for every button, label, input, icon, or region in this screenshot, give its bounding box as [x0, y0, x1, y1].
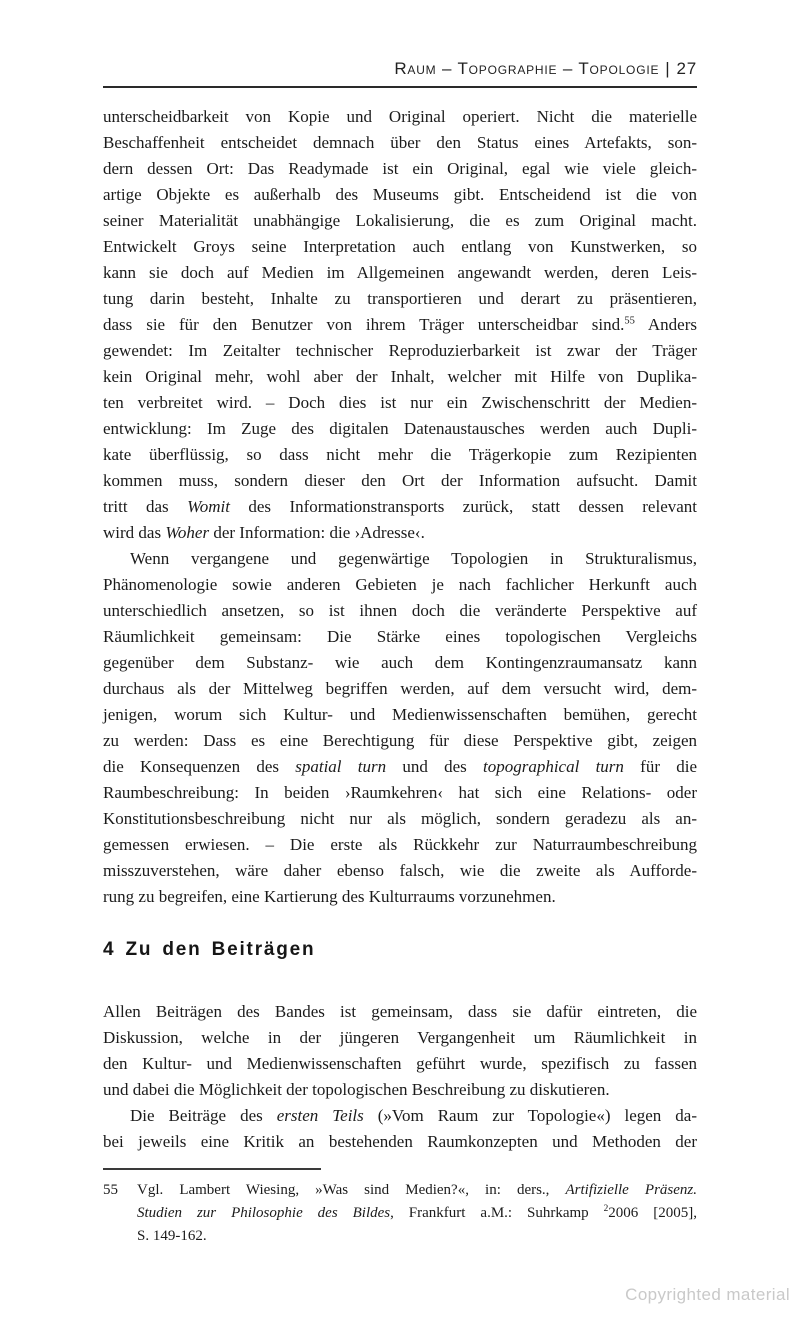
header-separator: |: [665, 59, 671, 78]
text-line: Vgl. Lambert Wiesing, »Was sind Medien?«, in: ders., Artifizielle Präsenz.: [137, 1182, 697, 1198]
text-line: kate überflüssig, so dass nicht mehr die Trägerkopie zum Rezipienten: [103, 445, 697, 464]
text-line: Wenn vergangene und gegenwärtige Topologien in Strukturalismus,: [130, 549, 697, 568]
footnote-text: [137, 1179, 697, 1248]
paragraph-3: [103, 999, 697, 1103]
text-line: kein Original mehr, wohl aber der Inhalt, welcher mit Hilfe von Duplika-: [103, 367, 697, 386]
text-line: bei jeweils eine Kritik an bestehenden Raumkonzepten und Methoden der: [103, 1132, 697, 1151]
paragraph-4: [103, 1103, 697, 1155]
text-line: ten verbreitet wird. – Doch dies ist nur ein Zwischenschritt der Medien-: [103, 393, 697, 412]
text-line: zu werden: Dass es eine Berechtigung für diese Perspektive gibt, zeigen: [103, 731, 697, 750]
text-line: Räumlichkeit gemeinsam: Die Stärke eines topologischen Vergleichs: [103, 627, 697, 646]
text-line: tritt das Womit des Informationstransports zurück, statt dessen relevant: [103, 497, 698, 516]
copyright-watermark: Copyrighted material: [625, 1285, 790, 1304]
page-number: 27: [676, 59, 697, 78]
text-line: gegenüber dem Substanz- wie auch dem Kontingenzraumansatz kann: [103, 653, 697, 672]
text-line: Die Beiträge des ersten Teils (»Vom Raum zur Topologie«) legen da-: [130, 1106, 697, 1125]
running-header-title: Raum – Topographie – Topologie: [394, 59, 660, 78]
text-line: den Kultur- und Medienwissenschaften geführt wurde, spezifisch zu fassen: [103, 1054, 697, 1073]
text-line: Allen Beiträgen des Bandes ist gemeinsam, dass sie dafür eintreten, die: [103, 1002, 697, 1021]
text-line: rung zu begreifen, eine Kartierung des Kulturraums vorzunehmen.: [103, 887, 556, 906]
text-line: Raumbeschreibung: In beiden ›Raumkehren‹ hat sich eine Relations- oder: [103, 783, 697, 802]
footnote-area: [103, 1168, 697, 1248]
paragraph-1: [103, 104, 697, 546]
text-line: kommen muss, sondern dieser den Ort der Information aufsucht. Damit: [103, 471, 697, 490]
paragraph-2: [103, 546, 697, 910]
text-line: dern dessen Ort: Das Readymade ist ein Original, egal wie viele gleich-: [103, 159, 697, 178]
main-text-upper: [103, 104, 697, 910]
text-line: die Konsequenzen des spatial turn und des topographical turn für die: [103, 757, 697, 776]
text-line: misszuverstehen, wäre daher ebenso falsch, wie die zweite als Aufforde-: [103, 861, 697, 880]
text-line: gemessen erwiesen. – Die erste als Rückkehr zur Naturraumbeschreibung: [103, 835, 697, 854]
text-line: Diskussion, welche in der jüngeren Vergangenheit um Räumlichkeit in: [103, 1028, 697, 1047]
text-line: jenigen, worum sich Kultur- und Medienwissenschaften bemühen, gerecht: [103, 705, 697, 724]
text-line: Beschaffenheit entscheidet demnach über den Status eines Artefakts, son-: [103, 133, 697, 152]
text-line: dass sie für den Benutzer von ihrem Träger unterscheidbar sind.$^{55}$ Anders: [103, 315, 697, 334]
running-header: [103, 59, 697, 88]
text-line: wird das Woher der Information: die ›Adresse‹.: [103, 523, 425, 542]
main-text-lower: [103, 999, 697, 1155]
footnote: [103, 1179, 697, 1248]
footnote-number: 55: [103, 1182, 118, 1198]
footnote-separator-rule: [103, 1168, 321, 1170]
text-line: Konstitutionsbeschreibung nicht nur als möglich, sondern geradezu als an-: [103, 809, 697, 828]
text-line: und dabei die Möglichkeit der topologischen Beschreibung zu diskutieren.: [103, 1080, 610, 1099]
text-line: durchaus als der Mittelweg begriffen werden, auf dem versucht wird, dem-: [103, 679, 697, 698]
text-line: seiner Materialität unabhängige Lokalisierung, die es zum Original macht.: [103, 211, 697, 230]
text-line: S. 149-162.: [137, 1228, 207, 1244]
text-line: unterschiedlich ansetzen, so ist ihnen doch die veränderte Perspektive auf: [103, 601, 697, 620]
text-line: unterscheidbarkeit von Kopie und Original operiert. Nicht die materielle: [103, 107, 697, 126]
text-line: gewendet: Im Zeitalter technischer Reproduzierbarkeit ist zwar der Träger: [103, 341, 697, 360]
text-line: artige Objekte es außerhalb des Museums gibt. Entscheidend ist die von: [103, 185, 697, 204]
text-line: tung darin besteht, Inhalte zu transportieren und derart zu präsentieren,: [103, 289, 697, 308]
text-line: Entwickelt Groys seine Interpretation auch entlang von Kunstwerken, so: [103, 237, 697, 256]
text-line: kann sie doch auf Medien im Allgemeinen angewandt werden, deren Leis-: [103, 263, 697, 282]
text-line: Phänomenologie sowie anderen Gebieten je nach fachlicher Herkunft auch: [103, 575, 697, 594]
text-line: entwicklung: Im Zuge des digitalen Datenaustausches werden auch Dupli-: [103, 419, 697, 438]
section-heading: 4 Zu den Beiträgen: [103, 939, 316, 960]
text-line: Studien zur Philosophie des Bildes, Frankfurt a.M.: Suhrkamp $^2$2006 [2005],: [137, 1204, 697, 1221]
